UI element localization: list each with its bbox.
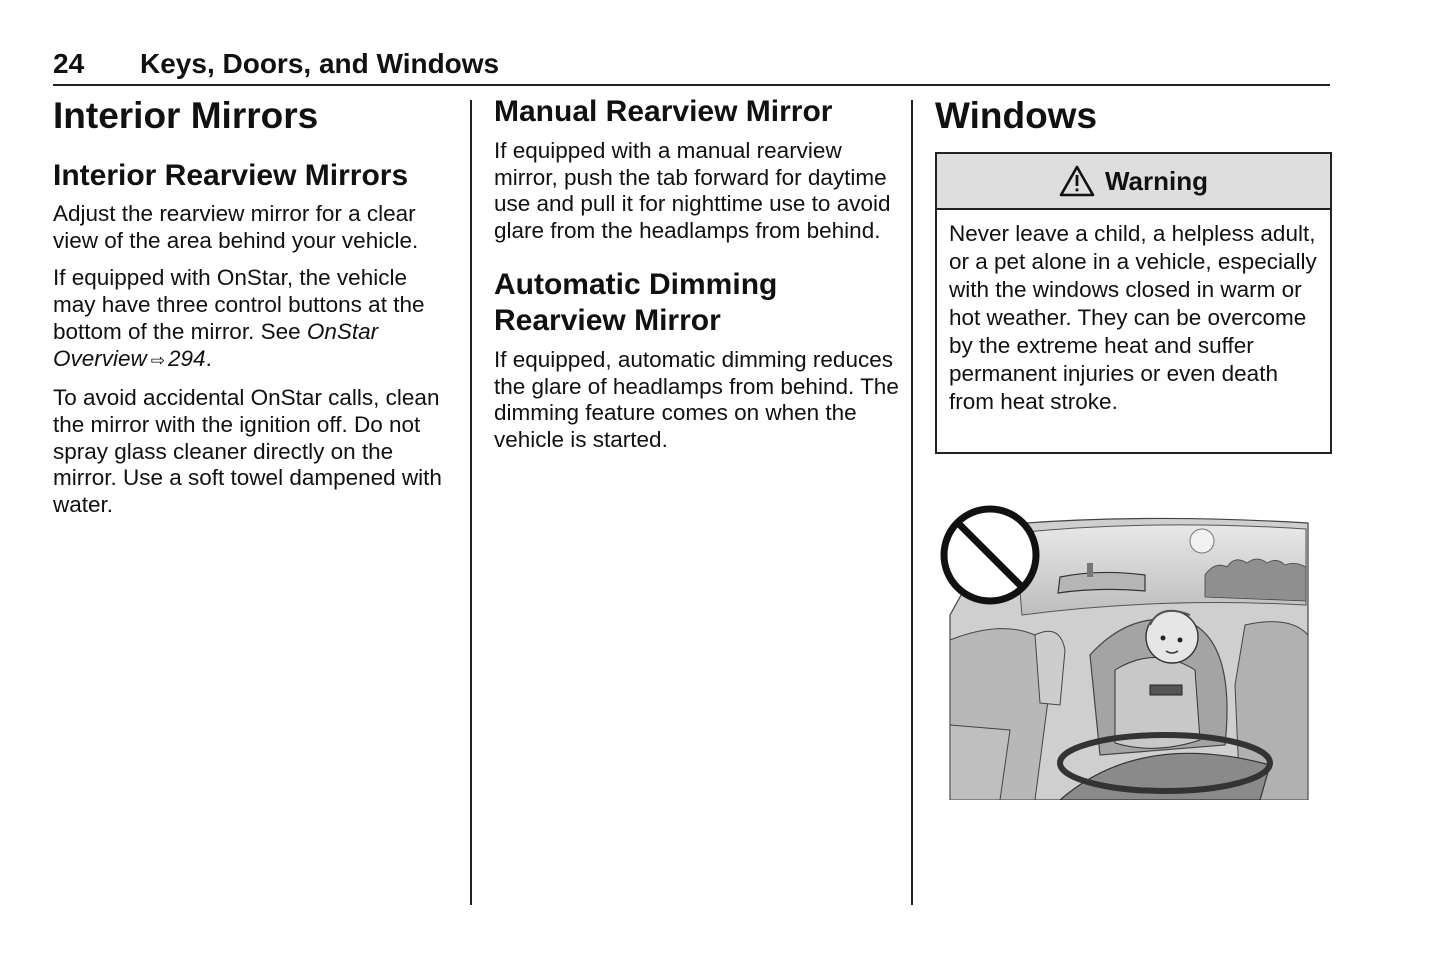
warning-header xyxy=(937,154,1330,210)
warning-triangle-icon xyxy=(1059,165,1095,197)
page-header xyxy=(53,44,1330,86)
heading-interior-mirrors: Interior Mirrors xyxy=(53,95,319,136)
heading-interior-rearview-mirrors: Interior Rearview Mirrors xyxy=(53,159,409,192)
paragraph-onstar-text: If equipped with OnStar, the vehicle may have three control buttons at the bottom of the mirror. See xyxy=(53,265,425,344)
page-ref-arrow-icon: ⇨ xyxy=(150,350,166,371)
page-ref-number[interactable]: 294 xyxy=(168,345,206,371)
column-divider xyxy=(911,100,913,905)
paragraph-manual-mirror: If equipped with a manual rearview mirror, push the tab forward for daytime use and pull it for nighttime use to avoid glare from the headlamps from behind. xyxy=(494,138,891,244)
column-interior-mirrors xyxy=(53,92,453,530)
warning-title: Warning xyxy=(1104,165,1209,196)
column-windows xyxy=(935,92,1330,138)
paragraph-adjust-mirror: Adjust the rearview mirror for a clear view of the area behind your vehicle. xyxy=(53,201,419,253)
heading-manual-rearview-mirror: Manual Rearview Mirror xyxy=(494,95,833,128)
paragraph-onstar xyxy=(53,265,453,374)
heading-automatic-dimming-mirror: Automatic Dimming Rearview Mirror xyxy=(494,267,778,337)
child-in-car-illustration xyxy=(940,505,1310,800)
onstar-overview-link[interactable]: OnStar Overview xyxy=(53,318,379,371)
paragraph-automatic-dimming: If equipped, automatic dimming reduces the glare of headlamps from behind. The dimming feature comes on when the vehicle is started. xyxy=(494,346,899,452)
paragraph-avoid-onstar-calls: To avoid accidental OnStar calls, clean the mirror with the ignition off. Do not spray glass cleaner directly on the mirror. Use a soft towel dampened with water. xyxy=(53,385,442,518)
heading-windows: Windows xyxy=(935,95,1098,136)
warning-box xyxy=(935,152,1332,454)
warning-text: Never leave a child, a helpless adult, or a pet alone in a vehicle, especially with the windows closed in warm or hot weather. They can be overcome by the extreme heat and suffer permanent injuries or even death from heat stroke. xyxy=(949,221,1317,414)
column-rearview-mirror xyxy=(494,92,899,454)
page-number: 24 xyxy=(53,48,85,79)
column-divider xyxy=(470,100,472,905)
paragraph-onstar-end: . xyxy=(205,345,212,371)
running-section-title: Keys, Doors, and Windows xyxy=(140,48,500,79)
